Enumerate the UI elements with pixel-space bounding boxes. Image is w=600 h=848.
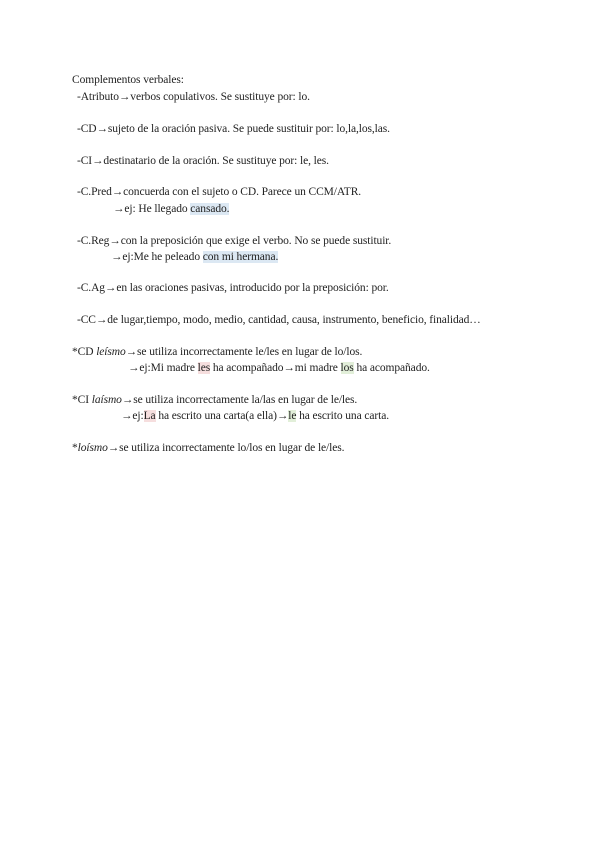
leismo-term: leísmo [96,346,126,358]
leismo-example-a: →ej:Mi madre [128,362,198,374]
laismo-prefix: *CI [72,394,92,406]
laismo-term: laísmo [91,394,122,406]
leismo-example-wrong: les [197,362,211,374]
laismo-example-b: ha escrito una carta(a ella)→ [155,410,289,422]
loismo-term: loísmo [77,442,108,454]
loismo-prefix: * [72,442,78,454]
atributo-line: -Atributo→verbos copulativos. Se sustituye por: lo. [77,91,310,103]
laismo-example-right: le [288,410,297,422]
laismo-example [121,409,389,423]
laismo-example-a: →ej: [121,410,144,422]
laismo-example-c: ha escrito una carta. [296,410,389,422]
ci-line: -CI→destinatario de la oración. Se sustituye por: le, les. [77,155,329,167]
leismo-example-right: los [340,362,354,374]
creg-example-suffix: . [275,251,279,263]
creg-example [111,250,278,264]
creg-line: -C.Reg→con la preposición que exige el verbo. No se puede sustituir. [77,235,392,247]
document-title: Complementos verbales: [72,74,184,86]
leismo-definition: →se utiliza incorrectamente le/les en lugar de lo/los. [125,346,363,358]
cd-line: -CD→sujeto de la oración pasiva. Se puede sustituir por: lo,la,los,las. [77,123,390,135]
creg-example-highlight: con mi hermana [202,251,276,263]
loismo-line [72,441,344,455]
laismo-line [72,393,357,407]
laismo-example-wrong: La [143,410,156,422]
loismo-definition: →se utiliza incorrectamente lo/los en lugar de le/les. [107,442,345,454]
cpred-example-prefix: →ej: He llegado [113,203,191,215]
leismo-example-b: ha acompañado→mi madre [210,362,341,374]
cpred-example-suffix: . [226,203,230,215]
leismo-line [72,345,362,359]
cpred-line: -C.Pred→concuerda con el sujeto o CD. Parece un CCM/ATR. [77,186,362,198]
leismo-prefix: *CD [72,346,97,358]
creg-example-prefix: →ej:Me he peleado [111,251,203,263]
cpred-example [113,202,229,216]
leismo-example [128,361,430,375]
leismo-example-c: ha acompañado. [353,362,430,374]
laismo-definition: →se utiliza incorrectamente la/las en lugar de le/les. [121,394,358,406]
cpred-example-highlight: cansado [190,203,227,215]
cc-line: -CC→de lugar,tiempo, modo, medio, cantidad, causa, instrumento, beneficio, finalidad… [77,314,481,326]
cag-line: -C.Ag→en las oraciones pasivas, introducido por la preposición: por. [77,282,389,294]
